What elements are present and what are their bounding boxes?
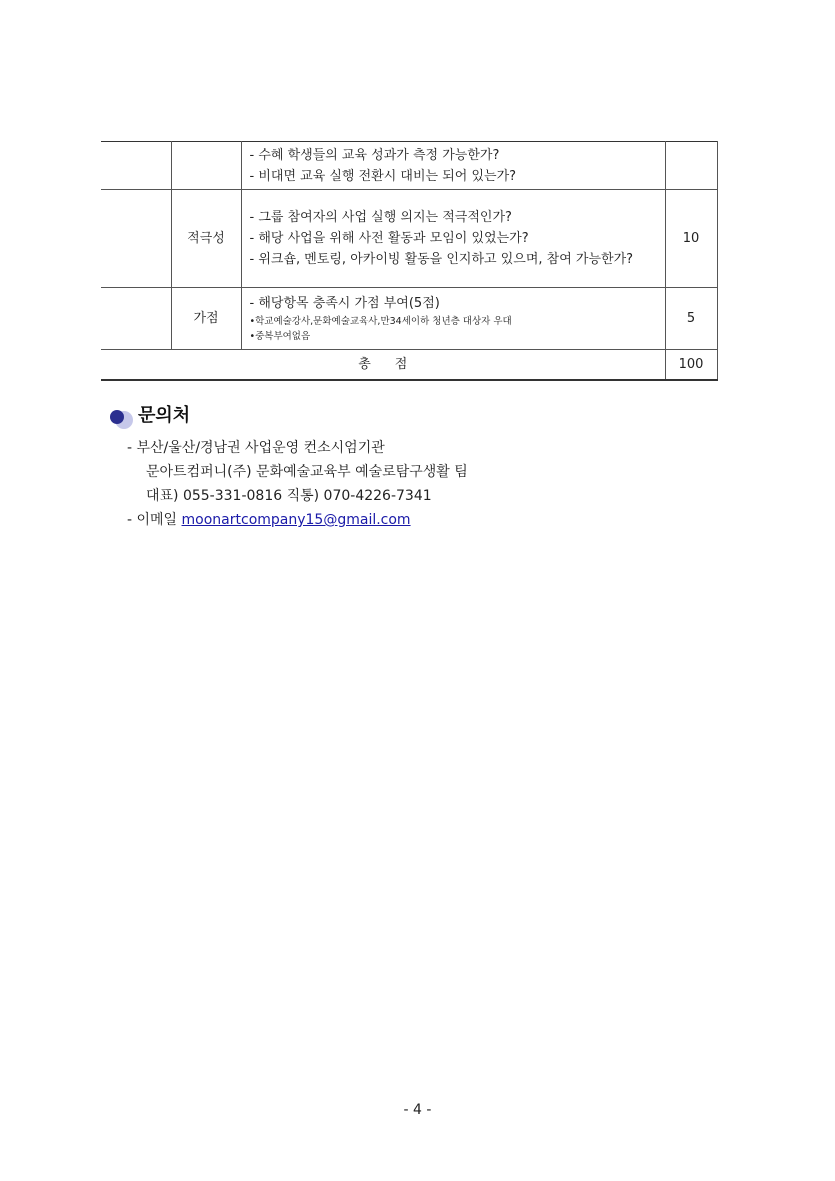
criteria-line: - 위크숍, 멘토링, 아카이빙 활동을 인지하고 있으며, 참여 가능한가? — [249, 252, 634, 267]
email-row — [127, 508, 468, 532]
email-link[interactable]: moonartcompany15@gmail.com — [181, 512, 411, 528]
group-cell — [101, 142, 171, 190]
phone-line: 대표) 055-331-0816 직통) 070-4226-7341 — [146, 488, 432, 504]
category-cell: 적극성 — [171, 190, 241, 288]
total-label-char: 점 — [394, 357, 408, 372]
contact-title: 문의처 — [138, 405, 191, 426]
criteria-line: - 비대면 교육 실행 전환시 대비는 되어 있는가? — [249, 168, 517, 184]
criteria-cell — [241, 190, 665, 288]
total-label-char: 총 — [358, 357, 371, 372]
org-line: - 부산/울산/경남권 사업운영 컨소시엄기관 — [127, 440, 385, 456]
criteria-cell — [241, 142, 665, 190]
total-score: 100 — [665, 350, 717, 381]
evaluation-table — [101, 141, 718, 381]
score-cell: 5 — [665, 288, 717, 350]
criteria-line: - 그룹 참여자의 사업 실행 의지는 적극적인가? — [249, 210, 512, 225]
company-line: 문아트컴퍼니(주) 문화예술교육부 예술로탐구생활 팀 — [146, 464, 468, 480]
criteria-line: - 해당 사업을 위해 사전 활동과 모임이 있었는가? — [249, 231, 529, 246]
table-row — [101, 190, 717, 288]
total-label — [101, 350, 665, 381]
total-row — [101, 350, 717, 381]
criteria-note: •학교예술강사,문화예술교육사,만34세이하 청년층 대상자 우대 — [249, 316, 512, 327]
score-cell: 10 — [665, 190, 717, 288]
overlapping-circles-icon — [108, 407, 134, 431]
group-cell — [101, 190, 171, 288]
category-cell — [171, 142, 241, 190]
contact-details — [127, 436, 468, 532]
criteria-cell — [241, 288, 665, 350]
page-number: - 4 - — [403, 1102, 432, 1118]
table-row — [101, 142, 717, 190]
criteria-note: •중복부여없음 — [249, 331, 311, 342]
group-cell — [101, 288, 171, 350]
category-cell: 가점 — [171, 288, 241, 350]
table-row — [101, 288, 717, 350]
email-label: - 이메일 — [127, 512, 182, 528]
score-cell — [665, 142, 717, 190]
criteria-line: - 수혜 학생들의 교육 성과가 측정 가능한가? — [249, 147, 500, 163]
criteria-line: - 해당항목 충족시 가점 부여(5점) — [249, 296, 440, 311]
